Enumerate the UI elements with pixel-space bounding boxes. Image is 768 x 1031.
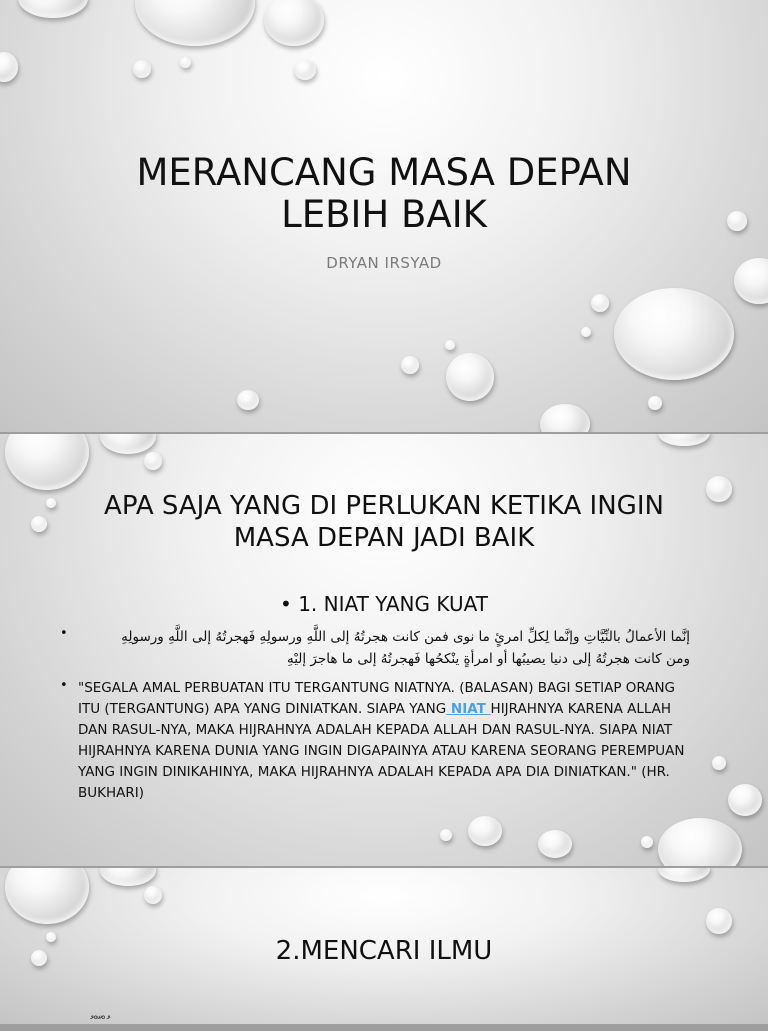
water-drop <box>294 60 316 80</box>
slide-heading: 2.MENCARI ILMU <box>275 936 493 966</box>
bullet-marker: • <box>60 626 68 641</box>
water-drop <box>445 340 455 350</box>
water-drop <box>5 434 89 490</box>
water-drop <box>237 390 259 410</box>
water-drop <box>614 288 734 380</box>
water-drop <box>100 434 156 454</box>
water-drop <box>468 816 502 846</box>
water-drop <box>31 516 47 532</box>
water-drop <box>264 0 324 46</box>
water-drop <box>658 868 710 882</box>
water-drop <box>581 327 591 337</box>
water-drop <box>591 294 609 312</box>
water-drop <box>641 836 653 848</box>
water-drop <box>706 908 732 934</box>
water-drop <box>658 434 710 446</box>
water-drop <box>401 356 419 374</box>
water-drop <box>648 396 662 410</box>
arabic-line: إنَّما الأعمالُ بالنِّيَّاتِ وإنَّما لِكلِّ امرئٍ ما نوى فمن كانت هجرتُهُ إلى اللَّهِ ورسولِهِ فَهجرتُهُ إلى اللَّهِ ورسولِهِ <box>121 629 690 645</box>
point-heading: • 1. NIAT YANG KUAT <box>280 592 488 616</box>
slide-subtitle: DRYAN IRSYAD <box>326 254 442 272</box>
water-drop <box>100 868 156 886</box>
water-drop <box>538 830 572 858</box>
water-drop <box>135 0 255 46</box>
arabic-hadith-bullet <box>60 626 700 672</box>
title-line: LEBIH BAIK <box>281 193 487 236</box>
arabic-hadith-text <box>78 626 690 670</box>
title-line: APA SAJA YANG DI PERLUKAN KETIKA INGIN <box>104 491 664 521</box>
translation-bullet <box>60 678 700 804</box>
arabic-line: ومن كانت هجرتُهُ إلى دنيا يصيبُها أو امرأةٍ ينْكحُها فَهجرتُهُ إلى ما هاجرَ إليْهِ <box>286 651 690 667</box>
slide-title-heading <box>0 152 768 236</box>
bullet-marker: • <box>60 678 68 693</box>
water-drop <box>658 818 742 866</box>
partial-arabic-text: ُ ْ ّ ْ ُ <box>90 1016 106 1031</box>
water-drop <box>440 829 452 841</box>
water-drop <box>18 0 88 18</box>
niat-link[interactable]: NIAT <box>446 701 491 717</box>
title-line: MERANCANG MASA DEPAN <box>136 151 632 194</box>
water-drop <box>133 60 151 78</box>
translation-part: "SEGALA AMAL PERBUATAN ITU TERGANTUNG NIATNYA. (BALASAN) BAGI SETIAP ORANG ITU (TERGANTUNG) APA YANG DINIATKAN. SIAPA YANG <box>78 680 675 717</box>
water-drop <box>446 353 494 401</box>
water-drop <box>540 404 590 432</box>
water-drop <box>712 756 726 770</box>
water-drop <box>180 57 191 68</box>
water-drop <box>144 452 162 470</box>
water-drop <box>728 784 762 816</box>
translation-part: HIJRAHNYA KARENA ALLAH DAN RASUL-NYA, MAKA HIJRAHNYA ADALAH KEPADA ALLAH DAN RASUL-NYA. SIAPA NIAT HIJRAHNYA KARENA DUNIA YANG INGIN DIGAPAINYA ATAU KARENA SEORANG PEREMPUAN YANG INGIN DINIKAHINYA, MAKA HIJRAHNYA ADALAH KEPADA APA DIA DINIATKAN." (HR. BUKHARI) <box>78 701 685 801</box>
water-drop <box>5 868 89 924</box>
water-drop <box>144 886 162 904</box>
title-line: MASA DEPAN JADI BAIK <box>233 523 535 553</box>
water-drop <box>0 52 18 82</box>
translation-text <box>78 678 694 804</box>
slide-heading <box>50 490 718 554</box>
